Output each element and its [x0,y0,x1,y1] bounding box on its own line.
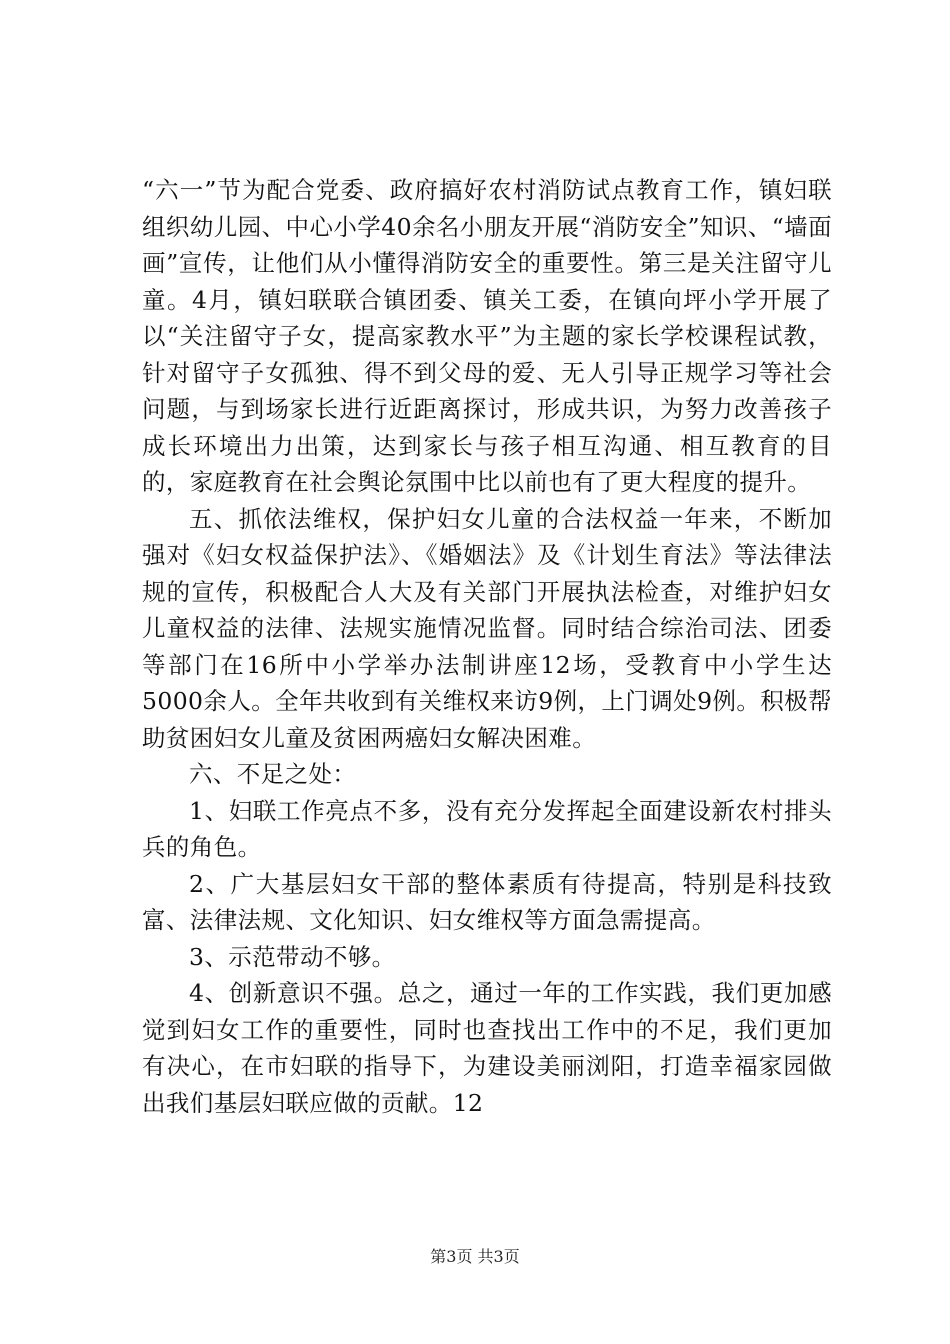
paragraph-item-2: 2、广大基层妇女干部的整体素质有待提高，特别是科技致富、法律法规、文化知识、妇女维权等方面急需提高。 [142,869,832,934]
paragraph-item-1: 1、妇联工作亮点不多，没有充分发挥起全面建设新农村排头兵的角色。 [142,796,832,861]
document-body [142,172,832,1121]
paragraph-continued: “六一”节为配合党委、政府搞好农村消防试点教育工作，镇妇联组织幼儿园、中心小学40余名小朋友开展“消防安全”知识、“墙面画”宣传，让他们从小懂得消防安全的重要性。第三是关注留守儿童。4月，镇妇联联合镇团委、镇关工委，在镇向坪小学开展了以“关注留守子女，提高家教水平”为主题的家长学校课程试教，针对留守子女孤独、得不到父母的爱、无人引导正规学习等社会问题，与到场家长进行近距离探讨，形成共识，为努力改善孩子成长环境出力出策，达到家长与孩子相互沟通、相互教育的目的，家庭教育在社会舆论氛围中比以前也有了更大程度的提升。 [142,176,832,496]
paragraph-item-4: 4、创新意识不强。总之，通过一年的工作实践，我们更加感觉到妇女工作的重要性，同时也查找出工作中的不足，我们更加有决心，在市妇联的指导下，为建设美丽浏阳，打造幸福家园做出我们基层妇联应做的贡献。12 [142,979,832,1117]
paragraph-section-six-heading: 六、不足之处： [189,760,357,788]
page-number-footer: 第3页 共3页 [430,1247,520,1266]
paragraph-section-five: 五、抓依法维权，保护妇女儿童的合法权益一年来，不断加强对《妇女权益保护法》、《婚姻法》及《计划生育法》等法律法规的宣传，积极配合人大及有关部门开展执法检查，对维护妇女儿童权益的法律、法规实施情况监督。同时结合综治司法、团委等部门在16所中小学举办法制讲座12场，受教育中小学生达5000余人。全年共收到有关维权来访9例，上门调处9例。积极帮助贫困妇女儿童及贫困两癌妇女解决困难。 [142,504,832,752]
paragraph-item-3: 3、示范带动不够。 [189,942,396,971]
